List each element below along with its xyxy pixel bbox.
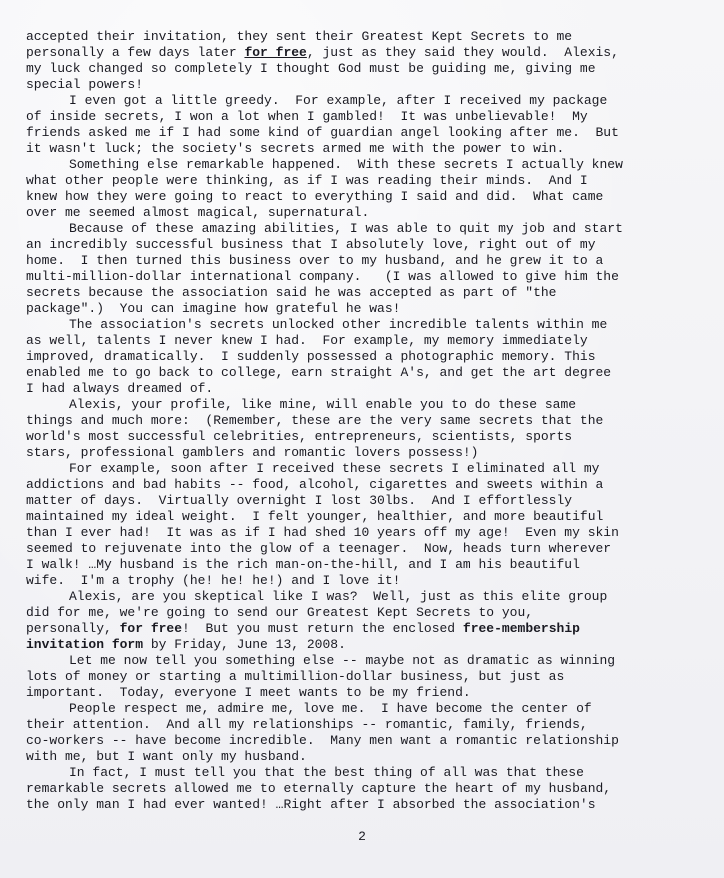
text-segment: lots of money or starting a multimillion-dollar business, but just as — [26, 669, 565, 684]
emphasis-text: invitation form — [26, 637, 144, 652]
text-line — [26, 509, 706, 525]
text-segment: what other people were thinking, as if I was reading their minds. And I — [26, 173, 588, 188]
text-segment: over me seemed almost magical, supernatural. — [26, 205, 370, 220]
text-segment: ! But you must return the enclosed — [182, 621, 463, 636]
text-line — [26, 205, 706, 221]
text-segment: an incredibly successful business that I absolutely love, right out of my — [26, 237, 596, 252]
text-line — [26, 173, 706, 189]
text-segment: Something else remarkable happened. With these secrets I actually knew — [69, 157, 623, 172]
text-line — [26, 189, 706, 205]
text-segment: I walk! …My husband is the rich man-on-the-hill, and I am his beautiful — [26, 557, 580, 572]
letter-body — [26, 29, 706, 813]
text-line — [26, 461, 706, 477]
text-segment: special powers! — [26, 77, 144, 92]
text-line — [26, 269, 706, 285]
text-line — [26, 93, 706, 109]
text-segment: world's most successful celebrities, entrepreneurs, scientists, sports — [26, 429, 573, 444]
text-line — [26, 45, 706, 61]
text-line — [26, 733, 706, 749]
text-segment: matter of days. Virtually overnight I lost 30lbs. And I effortlessly — [26, 493, 573, 508]
text-segment: personally a few days later — [26, 45, 245, 60]
text-segment: remarkable secrets allowed me to eternally capture the heart of my husband, — [26, 781, 612, 796]
text-line — [26, 541, 706, 557]
text-line — [26, 589, 706, 605]
text-line — [26, 653, 706, 669]
text-line — [26, 349, 706, 365]
text-segment: knew how they were going to react to everything I said and did. What came — [26, 189, 604, 204]
text-line — [26, 685, 706, 701]
text-segment: by Friday, June 13, 2008. — [143, 637, 346, 652]
text-line — [26, 285, 706, 301]
text-line — [26, 701, 706, 717]
text-segment: wife. I'm a trophy (he! he! he!) and I love it! — [26, 573, 401, 588]
text-segment: I even got a little greedy. For example, after I received my package — [69, 93, 608, 108]
text-segment: Because of these amazing abilities, I was able to quit my job and start — [69, 221, 623, 236]
text-line — [26, 429, 706, 445]
text-line — [26, 333, 706, 349]
text-line — [26, 493, 706, 509]
text-line — [26, 317, 706, 333]
text-segment: The association's secrets unlocked other incredible talents within me — [69, 317, 608, 332]
text-segment: did for me, we're going to send our Greatest Kept Secrets to you, — [26, 605, 534, 620]
text-line — [26, 637, 706, 653]
text-line — [26, 77, 706, 93]
text-line — [26, 253, 706, 269]
text-segment: it wasn't luck; the society's secrets armed me with the power to win. — [26, 141, 565, 156]
text-line — [26, 221, 706, 237]
text-line — [26, 445, 706, 461]
text-segment: important. Today, everyone I meet wants to be my friend. — [26, 685, 471, 700]
text-segment: enabled me to go back to college, earn straight A's, and get the art degree — [26, 365, 612, 380]
text-segment: as well, talents I never knew I had. For example, my memory immediately — [26, 333, 588, 348]
text-line — [26, 605, 706, 621]
text-segment: People respect me, admire me, love me. I have become the center of — [69, 701, 592, 716]
text-line — [26, 29, 706, 45]
text-segment: with me, but I want only my husband. — [26, 749, 307, 764]
text-line — [26, 781, 706, 797]
text-line — [26, 109, 706, 125]
text-segment: maintained my ideal weight. I felt younger, healthier, and more beautiful — [26, 509, 604, 524]
text-line — [26, 61, 706, 77]
text-segment: Let me now tell you something else -- maybe not as dramatic as winning — [69, 653, 616, 668]
text-segment: accepted their invitation, they sent their Greatest Kept Secrets to me — [26, 29, 573, 44]
text-segment: things and much more: (Remember, these are the very same secrets that the — [26, 413, 604, 428]
text-segment: In fact, I must tell you that the best thing of all was that these — [69, 765, 584, 780]
text-segment: home. I then turned this business over to my husband, and he grew it to a — [26, 253, 604, 268]
text-line — [26, 141, 706, 157]
text-segment: friends asked me if I had some kind of guardian angel looking after me. But — [26, 125, 619, 140]
text-line — [26, 717, 706, 733]
text-line — [26, 413, 706, 429]
text-segment: For example, soon after I received these secrets I eliminated all my — [69, 461, 600, 476]
text-line — [26, 621, 706, 637]
emphasis-text: free-membership — [462, 621, 580, 636]
text-line — [26, 797, 706, 813]
text-line — [26, 557, 706, 573]
text-segment: I had always dreamed of. — [26, 381, 214, 396]
text-segment: stars, professional gamblers and romantic lovers possess!) — [26, 445, 479, 460]
text-line — [26, 749, 706, 765]
text-segment: their attention. And all my relationships -- romantic, family, friends, — [26, 717, 588, 732]
text-segment: personally, — [26, 621, 120, 636]
page-number: 2 — [358, 829, 366, 844]
text-segment: package".) You can imagine how grateful he was! — [26, 301, 401, 316]
text-line — [26, 301, 706, 317]
text-line — [26, 157, 706, 173]
text-segment: Alexis, are you skeptical like I was? Well, just as this elite group — [69, 589, 608, 604]
text-segment: addictions and bad habits -- food, alcohol, cigarettes and sweets within a — [26, 477, 604, 492]
text-line — [26, 765, 706, 781]
text-line — [26, 573, 706, 589]
text-line — [26, 237, 706, 253]
text-segment: than I ever had! It was as if I had shed 10 years off my age! Even my skin — [26, 525, 619, 540]
text-segment: improved, dramatically. I suddenly possessed a photographic memory. This — [26, 349, 596, 364]
text-line — [26, 477, 706, 493]
text-line — [26, 381, 706, 397]
text-line — [26, 125, 706, 141]
emphasis-text: for free — [119, 621, 183, 636]
text-segment: multi-million-dollar international company. (I was allowed to give him the — [26, 269, 619, 284]
text-segment: secrets because the association said he was accepted as part of "the — [26, 285, 557, 300]
text-line — [26, 365, 706, 381]
text-segment: seemed to rejuvenate into the glow of a teenager. Now, heads turn wherever — [26, 541, 612, 556]
text-line — [26, 669, 706, 685]
text-segment: Alexis, your profile, like mine, will enable you to do these same — [69, 397, 577, 412]
text-segment: the only man I had ever wanted! …Right after I absorbed the association's — [26, 797, 596, 812]
text-segment: of inside secrets, I won a lot when I gambled! It was unbelievable! My — [26, 109, 588, 124]
text-segment: , just as they said they would. Alexis, — [306, 45, 619, 60]
text-line — [26, 525, 706, 541]
text-segment: my luck changed so completely I thought God must be guiding me, giving me — [26, 61, 596, 76]
text-line — [26, 397, 706, 413]
text-segment: co-workers -- have become incredible. Many men want a romantic relationship — [26, 733, 619, 748]
emphasis-text: for free — [244, 45, 307, 60]
